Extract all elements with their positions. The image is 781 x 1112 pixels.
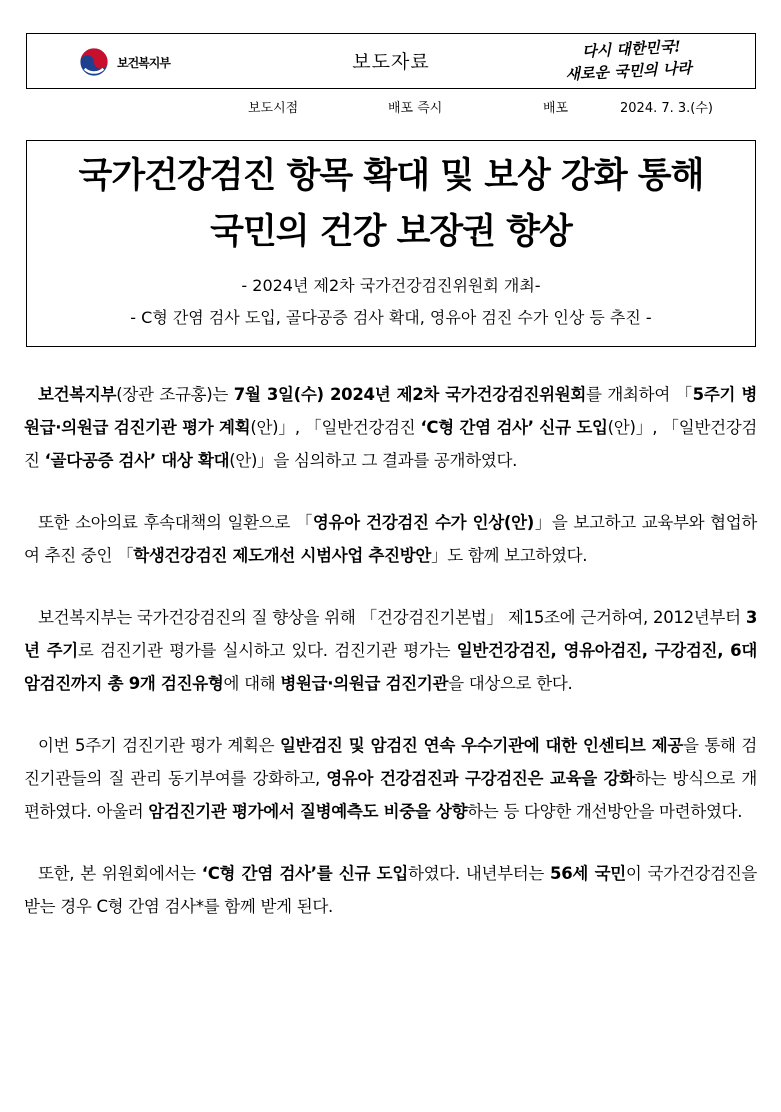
body-text: 을 통해 검진기관들의 질 관리 동기부여를 강화하고, <box>24 736 757 788</box>
ministry-name: 보건복지부 <box>117 55 170 70</box>
body-text: 하는 방식으로 개편하였다. 아울러 <box>24 769 757 821</box>
emphasis-text: 신규 도입 <box>533 418 608 437</box>
emphasis-text: 일반건강검진, 영유아검진, 구강검진, 6대 암검진까지 총 9개 검진유형 <box>24 641 757 693</box>
emphasis-text: 영유아 건강검진과 구강검진은 교육을 강화 <box>326 769 635 788</box>
emphasis-text: ‘골다공증 검사’ <box>44 451 156 470</box>
press-header <box>26 33 756 89</box>
release-info <box>0 97 781 117</box>
emphasis-text: ‘C형 간염 검사’를 신규 도입 <box>201 864 408 883</box>
subheadline-2: - C형 간염 검사 도입, 골다공증 검사 확대, 영유아 검진 수가 인상 등 추진 - <box>130 308 652 327</box>
release-date-value: 2024. 7. 3.(수) <box>620 101 713 116</box>
paragraph <box>24 601 757 700</box>
slogan-line-1: 다시 대한민국! <box>581 37 682 61</box>
emphasis-text: 학생건강검진 제도개선 시범사업 추진방안 <box>133 546 432 565</box>
government-slogan <box>546 34 718 87</box>
body-text: 보건복지부는 국가건강검진의 질 향상을 위해 「건강검진기본법」 제15조에 근거하여, 2012년부터 <box>38 608 746 627</box>
body-text: 이 국가건강검진을 받는 경우 C형 간염 검사*를 함께 받게 된다. <box>24 864 757 916</box>
emphasis-text: 3년 주기 <box>24 608 757 660</box>
headline-box <box>26 140 756 347</box>
body-text: 또한 소아의료 후속대책의 일환으로 「 <box>38 513 313 532</box>
body-text: 로 검진기관 평가를 실시하고 있다. 검진기관 평가는 <box>77 641 457 660</box>
release-time-value: 배포 즉시 <box>388 101 443 116</box>
body-text: 에 대해 <box>223 674 281 693</box>
body-text: 」을 보고하고 교육부와 협업하여 추진 중인 「 <box>24 513 757 565</box>
body-text: (안)」을 심의하고 그 결과를 공개하였다. <box>229 451 518 470</box>
body-text: 이번 5주기 검진기관 평가 계획은 <box>38 736 280 755</box>
emphasis-text: 보건복지부 <box>38 385 117 404</box>
body-text: 하였다. 내년부터는 <box>407 864 551 883</box>
body-text: 하는 등 다양한 개선방안을 마련하였다. <box>467 802 743 821</box>
headline-line-2: 국민의 건강 보장권 향상 <box>210 212 572 252</box>
press-release-label: 보도자료 <box>352 51 430 73</box>
release-time-label: 보도시점 <box>248 101 299 116</box>
headline-line-1: 국가건강검진 항목 확대 및 보상 강화 통해 <box>78 156 704 196</box>
body-text: 를 개최하여 「 <box>586 385 693 404</box>
body-text: 또한, 본 위원회에서는 <box>38 864 202 883</box>
emphasis-text: 암검진기관 평가에서 질병예측도 비중을 상향 <box>148 802 468 821</box>
emphasis-text: 일반검진 및 암검진 연속 우수기관에 대한 인센티브 제공 <box>279 736 684 755</box>
slogan-line-2: 새로운 국민의 나라 <box>565 58 693 84</box>
emphasis-text: 56세 국민 <box>550 864 626 883</box>
body-text: 을 대상으로 한다. <box>448 674 573 693</box>
emphasis-text: 영유아 건강검진 수가 인상(안) <box>312 513 534 532</box>
emphasis-text: 5주기 병원급·의원급 검진기관 평가 계획 <box>24 385 757 437</box>
release-date-label: 배포 <box>543 101 569 116</box>
body-text: (안)」, 「일반건강검진 <box>250 418 421 437</box>
paragraph <box>24 857 757 923</box>
body-text: (안)」, 「일반건강검진 <box>24 418 757 470</box>
emphasis-text: 7월 3일(수) 2024년 제2차 국가건강검진위원회 <box>233 385 587 404</box>
subheadline-1: - 2024년 제2차 국가건강검진위원회 개최- <box>241 276 541 295</box>
paragraph <box>24 729 757 828</box>
emphasis-text: 대상 확대 <box>155 451 230 470</box>
paragraph <box>24 378 757 477</box>
emphasis-text: 병원급·의원급 검진기관 <box>280 674 449 693</box>
paragraph <box>24 506 757 572</box>
body-text: (장관 조규홍)는 <box>116 385 234 404</box>
emphasis-text: ‘C형 간염 검사’ <box>420 418 534 437</box>
body-text: 」도 함께 보고하였다. <box>431 546 588 565</box>
article-body <box>24 378 757 952</box>
